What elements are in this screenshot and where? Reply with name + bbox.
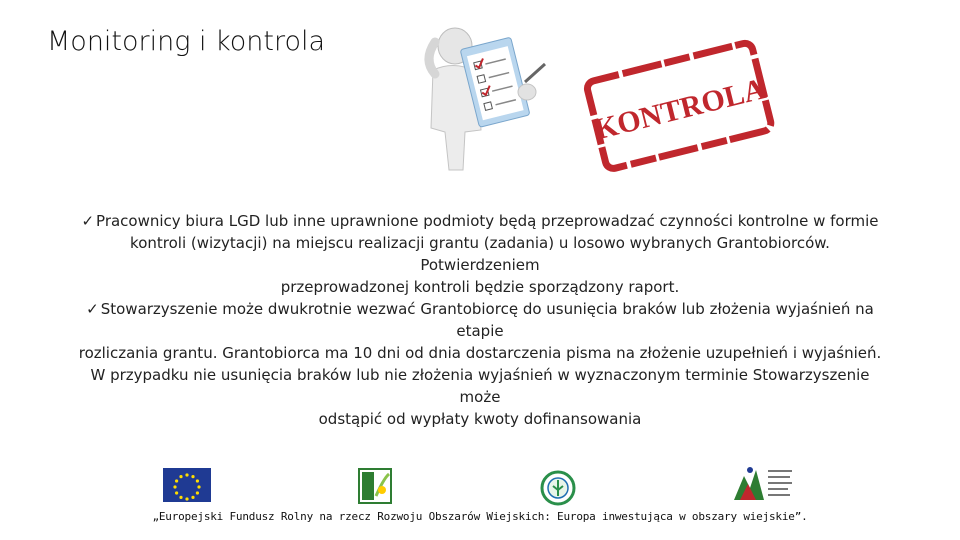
paragraph2-line1: Stowarzyszenie może dwukrotnie wezwać Grantobiorcę do usunięcia braków lub złożenia wyjaśnień na etapie	[100, 300, 874, 340]
leader-logo-icon	[358, 468, 392, 504]
slide-title: Monitoring i kontrola	[47, 26, 326, 57]
paragraph-corrections	[70, 298, 890, 430]
paragraph2-line2: rozliczania grantu. Grantobiorca ma 10 dni od dnia dostarczenia pisma na złożenie uzupełnień i wyjaśnień.	[78, 344, 882, 362]
footer-caption: „Europejski Fundusz Rolny na rzecz Rozwoju Obszarów Wiejskich: Europa inwestująca w obszary wiejskie”.	[152, 510, 808, 523]
stamp-text: KONTROLA	[591, 72, 769, 147]
kontrola-stamp-icon	[583, 41, 775, 171]
eu-flag-icon	[163, 468, 211, 502]
paragraph2-line4: odstąpić od wypłaty kwoty dofinansowania	[318, 410, 642, 428]
logos-row	[0, 468, 960, 508]
figure-with-checklist-icon	[429, 28, 545, 170]
paragraph1-line3: przeprowadzonej kontroli będzie sporządzony raport.	[280, 278, 680, 296]
paragraph1-line2: kontroli (wizytacji) na miejscu realizacji grantu (zadania) u losowo wybranych Grantobiorców. Potwierdzeniem	[130, 234, 830, 274]
ministry-logo-icon	[540, 470, 576, 506]
paragraph2-line3: W przypadku nie usunięcia braków lub nie złożenia wyjaśnień w wyznaczonym terminie Stowarzyszenie może	[90, 366, 870, 406]
paragraph1-line1: Pracownicy biura LGD lub inne uprawnione podmioty będą przeprowadzać czynności kontrolne w formie	[96, 212, 879, 230]
checkmark-icon: ✓	[86, 300, 99, 318]
checkmark-icon: ✓	[81, 212, 95, 230]
control-illustration	[405, 20, 785, 180]
paragraph-inspections	[70, 210, 890, 298]
prow-logo-icon	[730, 464, 796, 504]
